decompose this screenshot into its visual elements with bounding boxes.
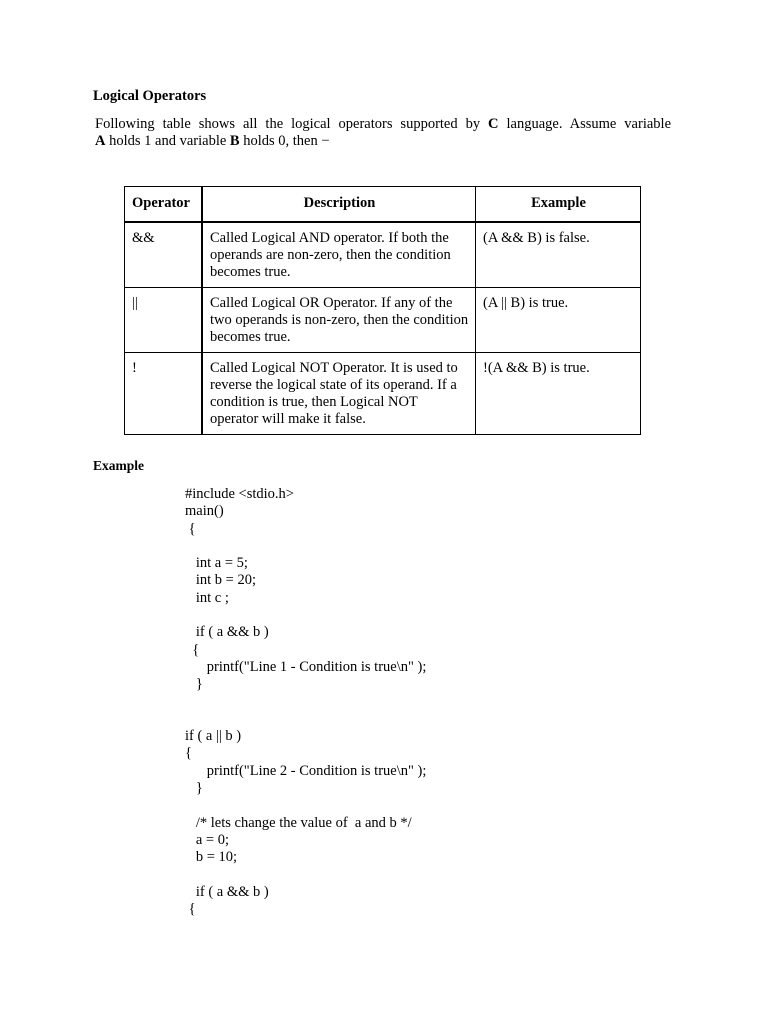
code-line: [185, 694, 426, 711]
description-cell: Called Logical NOT Operator. It is used to reverse the logical state of its operand. If a condition is true, then Logical NOT operator will make it false.: [202, 353, 476, 435]
code-line: b = 10;: [185, 849, 238, 866]
table-row: [125, 353, 641, 435]
intro-line-2: [95, 133, 671, 150]
table-row: [125, 288, 641, 353]
intro-line-1: [95, 116, 671, 133]
code-line: main(): [185, 503, 224, 520]
intro-var-b: B: [229, 133, 240, 149]
code-line: printf("Line 1 - Condition is true\n" );: [185, 658, 427, 675]
code-line: {: [185, 520, 196, 537]
code-line: {: [185, 745, 192, 762]
header-description: Description: [202, 187, 476, 223]
code-line: {: [185, 901, 196, 918]
code-line: a = 0;: [185, 831, 230, 848]
code-line: #include <stdio.h>: [185, 486, 294, 502]
code-line: int a = 5;: [185, 555, 248, 572]
code-line: if ( a && b ): [185, 883, 269, 900]
code-line: if ( a && b ): [185, 624, 269, 641]
operator-cell: ||: [125, 288, 203, 353]
code-line: }: [185, 676, 203, 693]
example-heading: Example: [93, 458, 145, 473]
example-cell: !(A && B) is true.: [476, 353, 641, 435]
logical-operators-table: [124, 186, 641, 435]
code-line: }: [185, 780, 203, 797]
page-heading: Logical Operators: [93, 88, 207, 104]
operator-cell: &&: [125, 222, 203, 288]
example-cell: (A || B) is true.: [476, 288, 641, 353]
code-line: /* lets change the value of a and b */: [185, 814, 412, 831]
code-line: int c ;: [185, 589, 229, 606]
description-cell: Called Logical OR Operator. If any of the two operands is non-zero, then the condition becomes true.: [202, 288, 476, 353]
code-line: if ( a || b ): [185, 728, 242, 745]
code-line: [185, 711, 426, 728]
intro-text-3: holds 1 and variable: [105, 133, 230, 149]
intro-text-1: Following table shows all the logical operators supported by: [95, 116, 489, 132]
code-line: printf("Line 2 - Condition is true\n" );: [185, 762, 427, 779]
table-row: [125, 222, 641, 288]
intro-bold-c: C: [488, 116, 499, 132]
intro-text-2: language. Assume variable: [498, 116, 672, 132]
intro-var-a: A: [95, 133, 106, 149]
code-line: [185, 607, 426, 624]
operator-cell: !: [125, 353, 203, 435]
code-line: [185, 867, 426, 884]
table-header-row: [125, 187, 641, 223]
code-line: [185, 538, 426, 555]
description-cell: Called Logical AND operator. If both the operands are non-zero, then the condition becomes true.: [202, 222, 476, 288]
intro-paragraph: [95, 116, 671, 150]
intro-text-4: holds 0, then −: [239, 133, 330, 149]
header-operator: Operator: [125, 187, 203, 223]
code-line: [185, 797, 426, 814]
code-example: [185, 486, 426, 918]
header-example: Example: [476, 187, 641, 223]
code-line: {: [185, 641, 200, 658]
code-line: int b = 20;: [185, 572, 257, 589]
example-cell: (A && B) is false.: [476, 222, 641, 288]
